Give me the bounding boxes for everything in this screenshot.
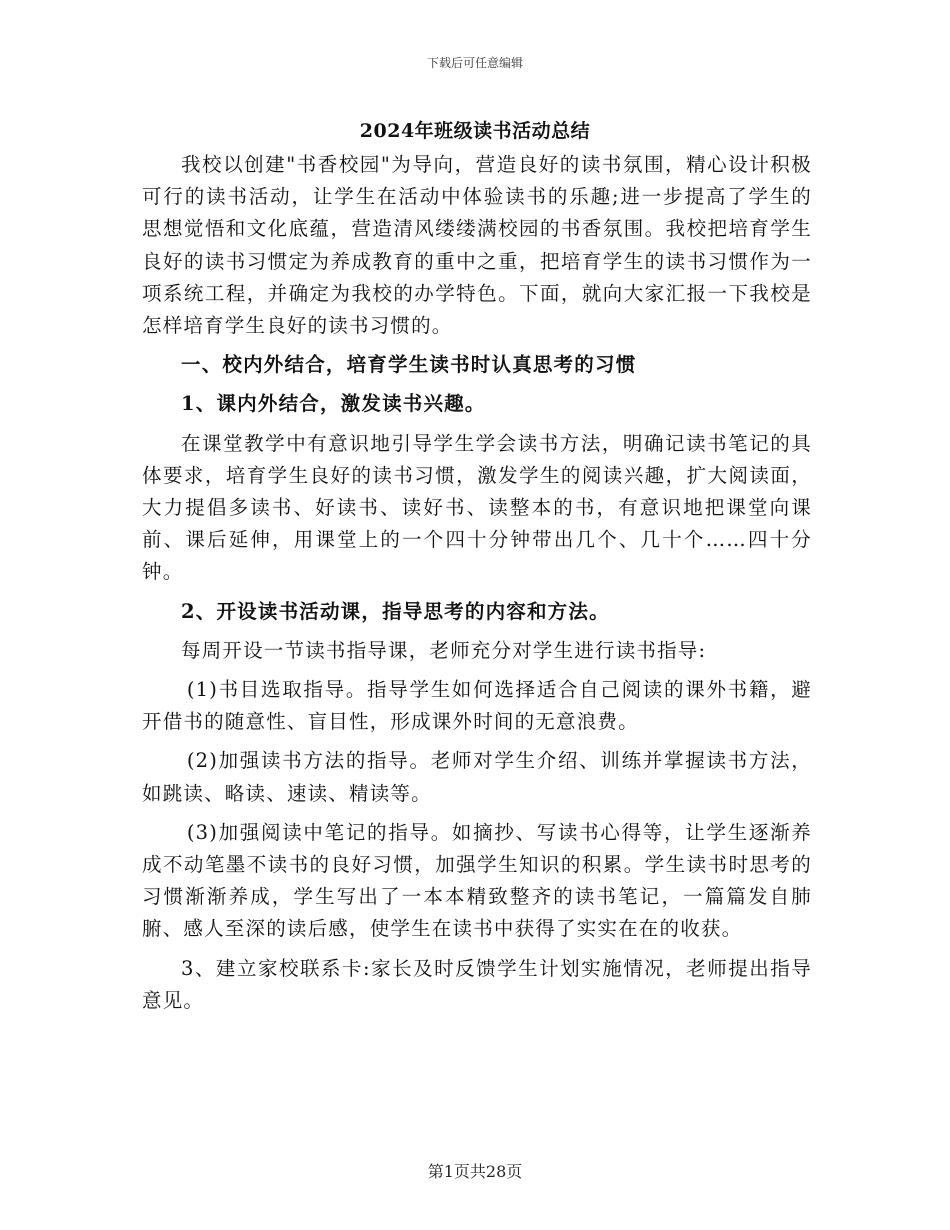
list-item: (2)加强读书方法的指导。老师对学生介绍、训练并掌握读书方法，如跳读、略读、速读、精读等。: [142, 749, 812, 805]
document-body: [142, 149, 812, 1024]
section-heading: 一、校内外结合，培育学生读书时认真思考的习惯: [181, 353, 637, 377]
document-title: 2024年班级读书活动总结: [359, 120, 591, 142]
list-item: (1)书目选取指导。指导学生如何选择适合自己阅读的课外书籍，避开借书的随意性、盲目性，形成课外时间的无意浪费。: [142, 678, 812, 734]
header-note: 下载后可任意编辑: [426, 56, 523, 70]
body-paragraph: 3、建立家校联系卡:家长及时反馈学生计划实施情况，老师提出指导意见。: [142, 956, 812, 1012]
subsection-heading: 2、开设读书活动课，指导思考的内容和方法。: [181, 599, 610, 623]
body-paragraph: 在课堂教学中有意识地引导学生学会读书方法，明确记读书笔记的具体要求，培育学生良好的读书习惯，激发学生的阅读兴趣，扩大阅读面，大力提倡多读书、好读书、读好书、读整本的书，有意识地把课堂向课前、课后延伸，用课堂上的一个四十分钟带出几个、几十个……四十分钟。: [142, 431, 812, 584]
intro-paragraph: 我校以创建"书香校园"为导向，营造良好的读书氛围，精心设计积极可行的读书活动，让学生在活动中体验读书的乐趣;进一步提高了学生的思想觉悟和文化底蕴，营造清风缕缕满校园的书香氛围。我校把培育学生良好的读书习惯定为养成教育的重中之重，把培育学生的读书习惯作为一项系统工程，并确定为我校的办学特色。下面，就向大家汇报一下我校是怎样培育学生良好的读书习惯的。: [142, 153, 812, 338]
body-paragraph: 每周开设一节读书指导课，老师充分对学生进行读书指导:: [181, 638, 707, 662]
subsection-heading: 1、课内外结合，激发读书兴趣。: [181, 392, 486, 416]
page-footer: 第1页共28页: [427, 1162, 523, 1181]
list-item: (3)加强阅读中笔记的指导。如摘抄、写读书心得等，让学生逐渐养成不动笔墨不读书的良好习惯，加强学生知识的积累。学生读书时思考的习惯渐渐养成，学生写出了一本本精致整齐的读书笔记，一篇篇发自肺腑、感人至深的读后感，使学生在读书中获得了实实在在的收获。: [142, 820, 812, 941]
